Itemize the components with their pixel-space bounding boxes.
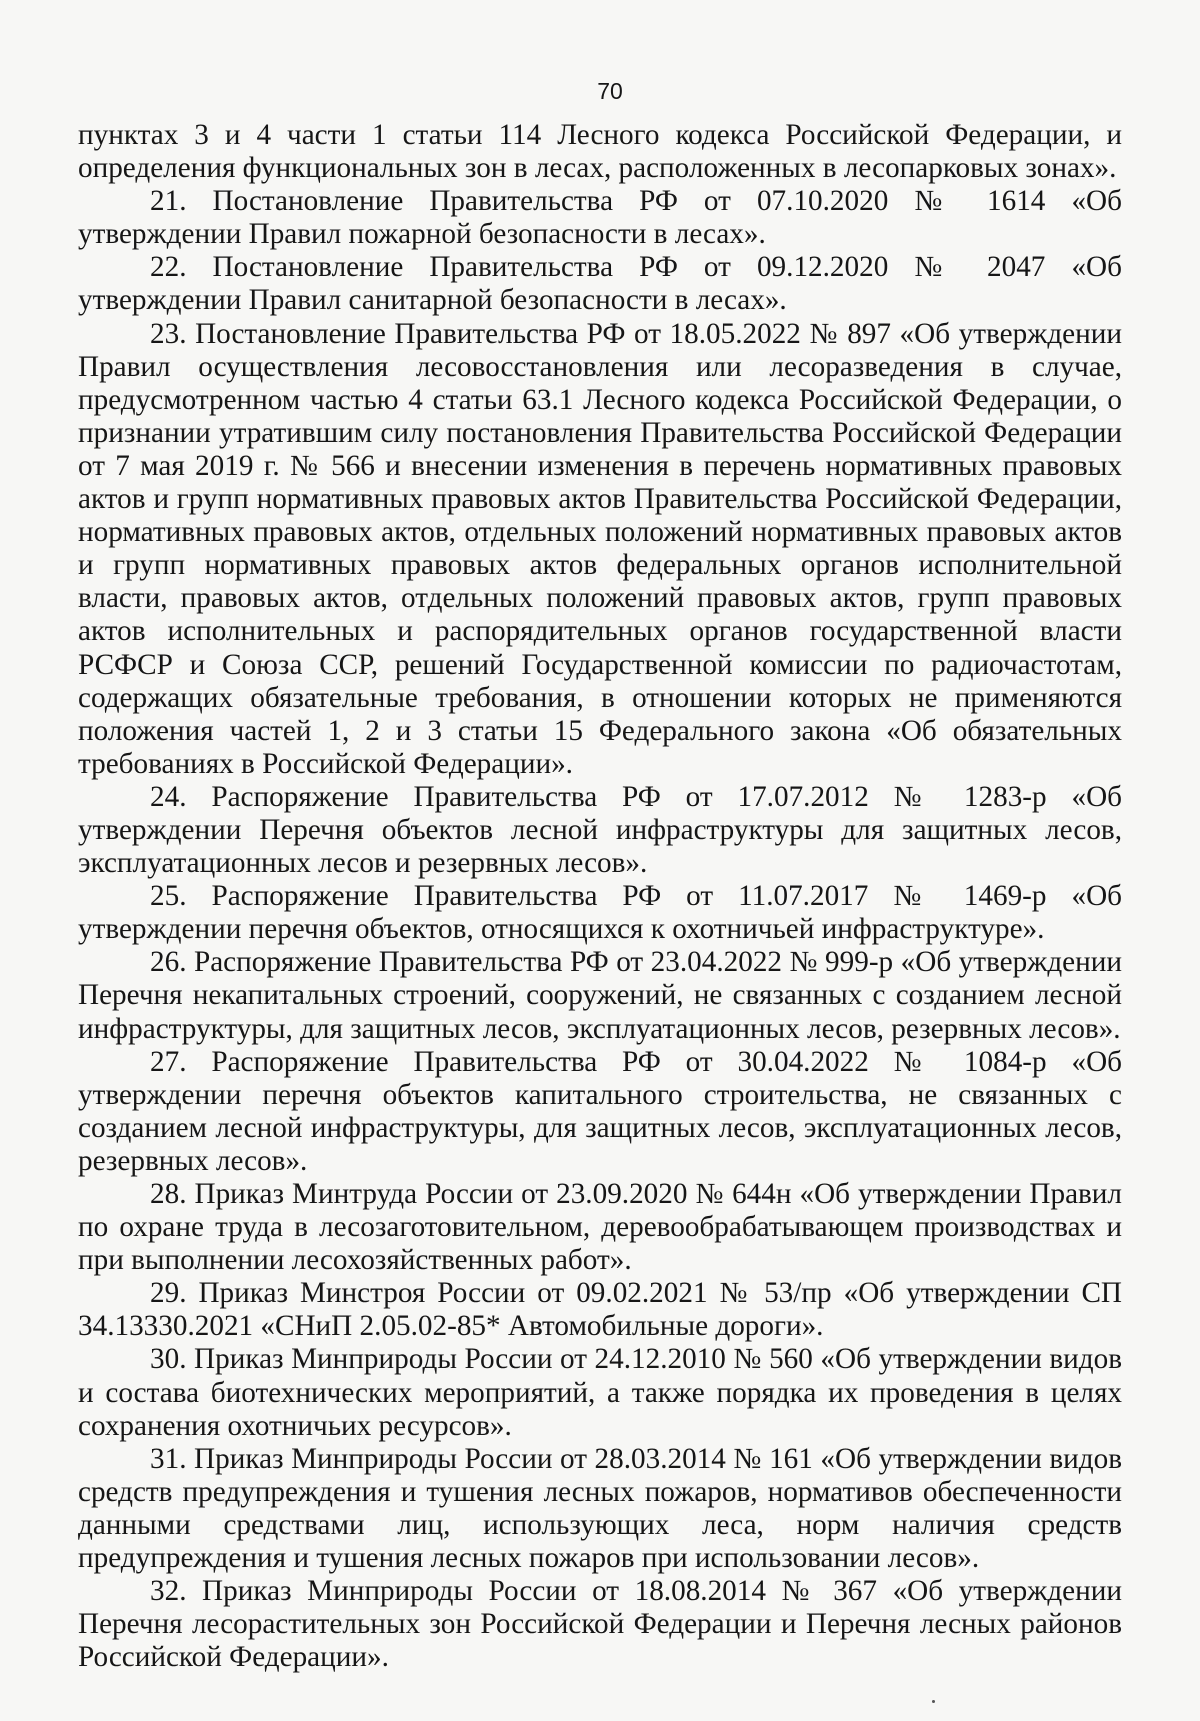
paragraph-continuation: пунктах 3 и 4 части 1 статьи 114 Лесного кодекса Российской Федерации, и определения функциональных зон в лесах, расположенных в лесопарковых зонах». — [78, 119, 1122, 185]
list-item-27: 27. Распоряжение Правительства РФ от 30.04.2022 № 1084-р «Об утверждении перечня объектов капитального строительства, не связанных с созданием лесной инфраструктуры, для защитных лесов, эксплуатационных лесов, резервных лесов». — [78, 1045, 1122, 1177]
list-item-30: 30. Приказ Минприроды России от 24.12.2010 № 560 «Об утверждении видов и состава биотехнических мероприятий, а также порядка их проведения в целях сохранения охотничьих ресурсов». — [78, 1343, 1122, 1442]
page-number: 70 — [597, 78, 623, 104]
list-item-23: 23. Постановление Правительства РФ от 18.05.2022 № 897 «Об утверждении Правил осуществления лесовосстановления или лесоразведения в случае, предусмотренном частью 4 статьи 63.1 Лесного кодекса Российской Федерации, о признании утратившим силу постановления Правительства Российской Федерации от 7 мая 2019 г. № 566 и внесении изменения в перечень нормативных правовых актов и групп нормативных правовых актов Правительства Российской Федерации, нормативных правовых актов, отдельных положений нормативных правовых актов и групп нормативных правовых актов федеральных органов исполнительной власти, правовых актов, отдельных положений правовых актов, групп правовых актов исполнительных и распорядительных органов государственной власти РСФСР и Союза ССР, решений Государственной комиссии по радиочастотам, содержащих обязательные требования, в отношении которых не применяются положения частей 1, 2 и 3 статьи 15 Федерального закона «Об обязательных требованиях в Российской Федерации». — [78, 317, 1122, 780]
list-item-25: 25. Распоряжение Правительства РФ от 11.07.2017 № 1469-р «Об утверждении перечня объектов, относящихся к охотничьей инфраструктуре». — [78, 880, 1122, 946]
list-item-28: 28. Приказ Минтруда России от 23.09.2020 № 644н «Об утверждении Правил по охране труда в лесозаготовительном, деревообрабатывающем производствах и при выполнении лесохозяйственных работ». — [78, 1178, 1122, 1277]
list-item-29: 29. Приказ Минстроя России от 09.02.2021 № 53/пр «Об утверждении СП 34.13330.2021 «СНиП 2.05.02-85* Автомобильные дороги». — [78, 1277, 1122, 1343]
list-item-21: 21. Постановление Правительства РФ от 07.10.2020 № 1614 «Об утверждении Правил пожарной безопасности в лесах». — [78, 185, 1122, 251]
document-body — [78, 119, 1122, 1674]
list-item-24: 24. Распоряжение Правительства РФ от 17.07.2012 № 1283-р «Об утверждении Перечня объектов лесной инфраструктуры для защитных лесов, эксплуатационных лесов и резервных лесов». — [78, 780, 1122, 880]
scan-speck — [932, 1700, 935, 1703]
list-item-26: 26. Распоряжение Правительства РФ от 23.04.2022 № 999-р «Об утверждении Перечня некапитальных строений, сооружений, не связанных с созданием лесной инфраструктуры, для защитных лесов, эксплуатационных лесов, резервных лесов». — [78, 946, 1122, 1045]
list-item-32: 32. Приказ Минприроды России от 18.08.2014 № 367 «Об утверждении Перечня лесорастительных зон Российской Федерации и Перечня лесных районов Российской Федерации». — [78, 1575, 1122, 1674]
list-item-22: 22. Постановление Правительства РФ от 09.12.2020 № 2047 «Об утверждении Правил санитарной безопасности в лесах». — [78, 251, 1122, 317]
list-item-31: 31. Приказ Минприроды России от 28.03.2014 № 161 «Об утверждении видов средств предупреждения и тушения лесных пожаров, нормативов обеспеченности данными средствами лиц, использующих леса, норм наличия средств предупреждения и тушения лесных пожаров при использовании лесов». — [78, 1442, 1122, 1575]
